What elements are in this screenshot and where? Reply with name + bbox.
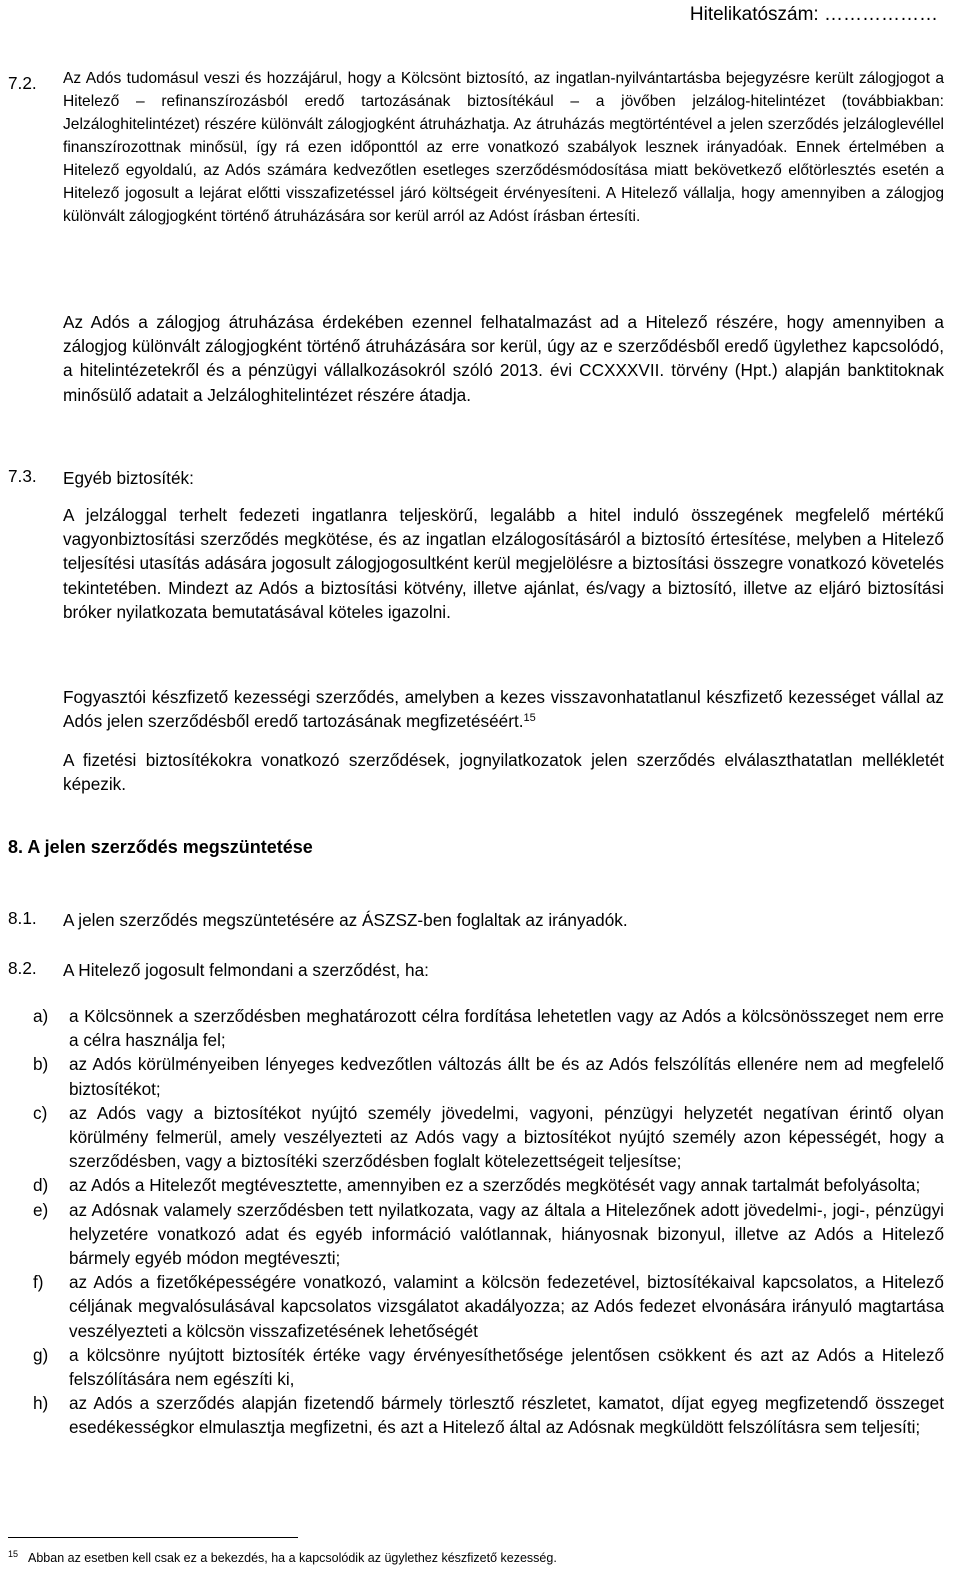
list-marker: f)	[33, 1272, 44, 1293]
list-marker: g)	[33, 1344, 49, 1365]
list-item	[33, 1270, 944, 1343]
list-marker: h)	[33, 1393, 49, 1414]
list-marker: e)	[33, 1199, 49, 1220]
section-number-8-1: 8.1.	[8, 908, 37, 928]
list-text: a Kölcsönnek a szerződésben meghatározott célra fordítása lehetetlen vagy az Adós a kölcsönösszeget nem erre a célra használja fel;	[69, 1006, 944, 1051]
section-7-3-paragraph-3: A fizetési biztosítékokra vonatkozó szerződések, jognyilatkozatok jelen szerződés elválaszthatatlan mellékletét képezik.	[63, 750, 944, 795]
list-item	[33, 1173, 944, 1197]
section-8-2-text: A Hitelező jogosult felmondani a szerződést, ha:	[63, 960, 429, 980]
section-number-7-2: 7.2.	[8, 73, 37, 93]
section-7-3-paragraph-2-text: Fogyasztói készfizető kezességi szerződés, amelyben a kezes visszavonhatatlanul készfizető kezességet vállal az Adós jelen szerződésből eredő tartozásának megfizetéséért.	[63, 687, 944, 732]
termination-conditions-list	[33, 1004, 944, 1440]
list-text: az Adós a fizetőképességére vonatkozó, valamint a kölcsön fedezetével, biztosítékaival kapcsolatos, a Hitelező céljának megvalósulásával kapcsolatos vizsgálatot akadályozza; az Adós fedezet elvonására irányuló magtartása veszélyezteti a kölcsön visszafizetésének lehetőségét	[69, 1272, 944, 1341]
section-7-2-paragraph-2: Az Adós a zálogjog átruházása érdekében ezennel felhatalmazást ad a Hitelező részére, hogy amennyiben a zálogjog különvált zálogjogként történő átruházására sor kerül, úgy az e szerződésből eredő ügylethez kapcsolódó, a hitelintézetekről és a pénzügyi vállalkozásokról szóló 2013. évi CCXXXVII. törvény (Hpt.) alapján banktitoknak minősülő adatait a Jelzáloghitelintézet részére átadja.	[63, 312, 944, 405]
list-text: az Adósnak valamely szerződésben tett nyilatkozata, vagy az általa a Hitelezőnek adott jövedelmi-, jogi-, pénzügyi helyzetére vonatkozó adat és egyéb információ valótlannak, hiányosnak bizonyul, illetve az Adós a Hitelező bármely egyéb módon megtéveszti;	[69, 1199, 944, 1269]
page-header: Hitelikatószám: ………………	[689, 4, 938, 25]
footnote-reference: 15	[523, 712, 536, 725]
section-7-2-paragraph-1: Az Adós tudomásul veszi és hozzájárul, hogy a Kölcsönt biztosító, az ingatlan-nyilvántartásba bejegyzésre került zálogjogot a Hitelező – refinanszírozásból eredő tartozásának biztosítékául – a jövőben jelzálog-hitelintézet (továbbiakban: Jelzáloghitelintézet) részére különvált zálogjogként átruházhatja. Az átruházás megtörténtével a jelen szerződés jelzáloglevéllel finanszírozottnak minősül, így rá ezen időponttól az erre vonatkozó szabályok lesznek irányadóak. Ennek értelmében a Hitelező egyoldalú, az Adós számára kedvezőtlen esetleges szerződésmódosítása miatt bekövetkező előtörlesztés esetén a Hitelező jogosult a lejárat előtti visszafizetéssel járó költségeit érvényesíteni. A Hitelező vállalja, hogy amennyiben a zálogjog különvált zálogjogként történő átruházására sor kerül arról az Adóst írásban értesíti.	[63, 70, 944, 225]
section-8-1-text: A jelen szerződés megszüntetésére az ÁSZSZ-ben foglaltak az irányadók.	[63, 910, 628, 930]
footnote	[8, 1551, 557, 1565]
section-8-heading: 8. A jelen szerződés megszüntetése	[8, 837, 313, 857]
list-text: a kölcsönre nyújtott biztosíték értéke vagy érvényesíthetősége jelentősen csökkent és azt az Adós a Hitelező felszólítására nem egészíti ki,	[69, 1344, 944, 1390]
list-text: az Adós a Hitelezőt megtévesztette, amennyiben ez a szerződés megkötését vagy annak tartalmát befolyásolta;	[69, 1175, 921, 1196]
list-item	[33, 1391, 944, 1439]
section-7-3-paragraph-2	[63, 685, 944, 733]
section-number-8-2: 8.2.	[8, 958, 37, 978]
section-7-3-paragraph-1: A jelzáloggal terhelt fedezeti ingatlanra teljeskörű, legalább a hitel induló összegének megfelelő mértékű vagyonbiztosítási szerződés megkötése, és az ingatlan elzálogosításáról a biztosító értesítése, melyben a Hitelező teljesítési utasítás adására jogosult zálogjogosultként kerül megjelölésre a biztosítási összegre vonatkozó követelés tekintetében. Mindezt az Adós a biztosítási kötvény, illetve ajánlat, és/vagy a biztosító, illetve az eljáró biztosítási bróker nyilatkozata bemutatásával köteles igazolni.	[63, 505, 944, 622]
list-item	[33, 1052, 944, 1100]
list-marker: c)	[33, 1102, 48, 1123]
list-text: az Adós a szerződés alapján fizetendő bármely törlesztő részletet, kamatot, díjat egyeg megfizetendő összeget esedékességkor elmulasztja megfizetni, és azt a Hitelező által az Adósnak megküldött felszólításra sem teljesíti;	[69, 1393, 944, 1438]
list-item	[33, 1198, 944, 1271]
list-item	[33, 1004, 944, 1052]
list-text: az Adós vagy a biztosítékot nyújtó személy jövedelmi, vagyoni, pénzügyi helyzetét negatívan érintő olyan körülmény felmerül, amely veszélyezteti az Adós vagy a biztosítékot nyújtó személy azon képességét, hogy a szerződésben, vagy a biztosítéki szerződésben foglalt kötelezettségeit teljesítse;	[69, 1102, 944, 1172]
list-marker: b)	[33, 1054, 49, 1075]
list-marker: d)	[33, 1175, 49, 1196]
section-7-3-title: Egyéb biztosíték:	[63, 468, 194, 488]
list-marker: a)	[33, 1006, 49, 1026]
footnote-text: Abban az esetben kell csak ez a bekezdés, ha a kapcsolódik az ügylethez készfizető kezesség.	[28, 1551, 557, 1565]
list-item	[33, 1343, 944, 1391]
list-text: az Adós körülményeiben lényeges kedvezőtlen változás állt be és az Adós felszólítás ellenére nem ad megfelelő biztosítékot;	[69, 1054, 944, 1099]
footnote-number: 15	[8, 1549, 19, 1559]
footnote-separator	[8, 1537, 298, 1538]
section-number-7-3: 7.3.	[8, 466, 37, 486]
list-item	[33, 1101, 944, 1174]
